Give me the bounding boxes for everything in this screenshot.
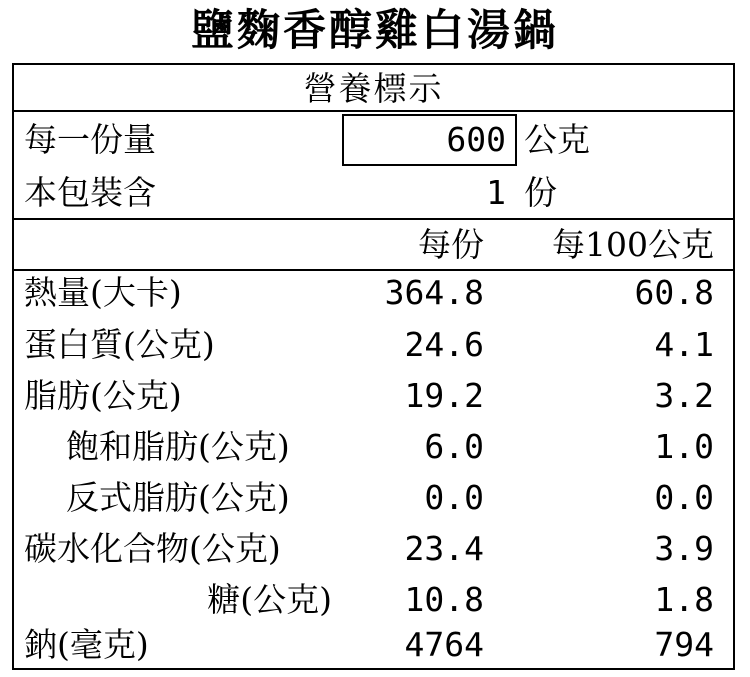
nutrient-label: 鈉(毫克)	[24, 625, 149, 664]
nutrient-per-serving: 23.4	[404, 529, 484, 568]
nutrient-label: 熱量(大卡)	[24, 273, 182, 312]
column-header-per-serving: 每份	[418, 225, 484, 264]
nutrient-per-serving: 0.0	[424, 478, 484, 517]
servings-per-pack-label: 本包裝含	[24, 173, 156, 212]
column-header-per-100g: 每100公克	[552, 225, 714, 264]
nutrient-label: 反式脂肪(公克)	[66, 478, 290, 517]
nutrient-per-serving: 6.0	[424, 427, 484, 466]
nutrient-per-serving: 19.2	[404, 376, 484, 415]
nutrient-per-100g: 0.0	[654, 478, 714, 517]
nutrient-per-100g: 4.1	[654, 325, 714, 364]
nutrient-per-100g: 1.0	[654, 427, 714, 466]
serving-size-label: 每一份量	[24, 120, 156, 159]
nutrient-label: 糖(公克)	[207, 580, 332, 619]
divider-columns	[14, 269, 733, 271]
divider-header	[14, 110, 733, 112]
nutrition-header: 營養標示	[303, 69, 444, 108]
nutrient-per-100g: 3.2	[654, 376, 714, 415]
nutrient-per-100g: 3.9	[654, 529, 714, 568]
nutrient-label: 脂肪(公克)	[24, 376, 182, 415]
servings-per-pack-unit: 份	[524, 173, 557, 212]
servings-per-pack-value: 1	[486, 173, 506, 212]
nutrient-per-serving: 24.6	[404, 325, 484, 364]
nutrient-per-100g: 794	[654, 625, 714, 664]
nutrient-label: 飽和脂肪(公克)	[66, 427, 290, 466]
nutrient-label: 蛋白質(公克)	[24, 325, 215, 364]
serving-size-unit: 公克	[524, 120, 590, 159]
nutrient-per-serving: 10.8	[404, 580, 484, 619]
nutrient-label: 碳水化合物(公克)	[24, 529, 281, 568]
nutrient-per-100g: 1.8	[654, 580, 714, 619]
nutrient-per-serving: 364.8	[384, 273, 484, 312]
nutrient-per-100g: 60.8	[634, 273, 714, 312]
nutrition-facts-table	[12, 63, 735, 670]
divider-serving	[14, 218, 733, 220]
product-title: 鹽麴香醇雞白湯鍋	[191, 6, 559, 56]
serving-size-value: 600	[446, 120, 506, 159]
nutrient-per-serving: 4764	[404, 625, 484, 664]
